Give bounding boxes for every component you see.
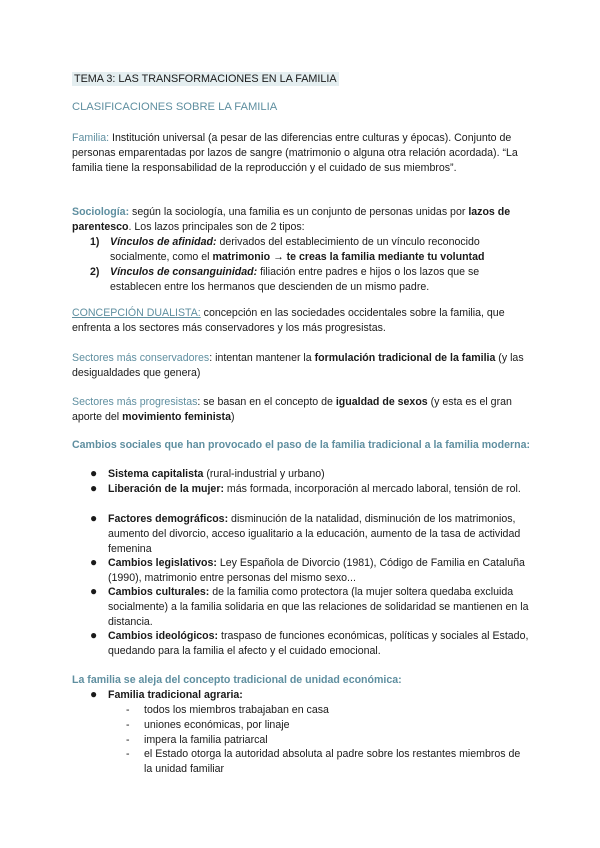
progresistas-paragraph: Sectores más progresistas: se basan en el concepto de igualdad de sexos (y esta es el gran aporte del movimiento feminista) (72, 396, 512, 423)
document-title: TEMA 3: LAS TRANSFORMACIONES EN LA FAMILIA (74, 73, 337, 85)
familia-label: Familia: (72, 132, 110, 144)
concepcion-paragraph: CONCEPCIÓN DUALISTA: concepción en las sociedades occidentales sobre la familia, que enfrenta a los sectores más conservadores y los más progresistas. (72, 307, 505, 334)
familia-paragraph: Familia: Institución universal (a pesar de las diferencias entre culturas y épocas). Conjunto de personas emparentadas por lazos de sangre (matrimonio o alguna otra relación acordada). “La familia tiene la responsabilidad de la reproducción y el cuidado de sus miembros”. (72, 132, 518, 174)
progresistas-label: Sectores más progresistas (72, 396, 198, 408)
section-heading: CLASIFICACIONES SOBRE LA FAMILIA (72, 101, 278, 113)
sociologia-paragraph: Sociología: según la sociología, una familia es un conjunto de personas unidas por lazos de parentesco. Los lazos principales son de 2 tipos: (72, 206, 511, 233)
document-page: TEMA 3: LAS TRANSFORMACIONES EN LA FAMILIA CLASIFICACIONES SOBRE LA FAMILIA Familia: Institución universal (a pesar de las diferencias entre culturas y épocas). Conjunto de personas emparentadas por lazos de sangre (matrimonio o alguna otra relación acordada). “La familia tiene la responsabilidad de la reproducción y el cuidado de sus miembros”. Sociología: según la sociología, una familia es un conjunto de personas unidas por lazos de parentesco. Los lazos principales son de 2 tipos: 1) Vínculos de afinidad: derivados del establecimiento de un vínculo reconocido socialmente, como el matrimonio → te creas la familia mediante tu voluntad 2) Vínculos de consanguinidad: filiación entre padres e hijos o los lazos que se establecen entre los hermanos que descienden de un mismo padre. CONCEPCIÓN DUALISTA: concepción en las sociedades occidentales sobre la familia, que enfrenta a los sectores más conservadores y los más progresistas. Sectores más conservadores: intentan mantener la formulación tradicional de la familia (y las desigualdades que genera) Sectores más progresistas: se basan en el concepto de igualdad de sexos (y esta es el gran aporte del movimiento feminista) Cambios sociales que han provocado el paso de la familia tradicional a la familia moderna: ● Sistema capitalista (rural-industrial y urbano) ● Liberación de la mujer: más formada, incorporación al mercado laboral, tensión de rol. ● Factores demográficos: disminución de la natalidad, disminución de los matrimonios, aumento del divorcio, acceso igualitario a la educación, aumento de la tasa de actividad femenina ● Cambios legislativos: Ley Española de Divorcio (1981), Código de Familia en Cataluña (1990), matrimonio entre personas del mismo sexo... ● Cambios culturales: de la familia como protectora (la mujer soltera quedaba excluida socialmente) a la familia solidaria en que las relaciones de solidaridad se mantienen en la distancia. ● Cambios ideológicos: traspaso de funciones económicas, políticas y sociales al Estado, quedando para la familia el afecto y el cuidado emocional. La familia se aleja del concepto tradicional de unidad económica: ● Familia tradicional agraria: - todos los miembros trabajaban en casa - uniones económicas, por linaje - impera la familia patriarcal - el Estado otorga la autoridad absoluta al padre sobre los restantes miembros de la unidad familiar (72, 73, 531, 775)
sociologia-label: Sociología: (72, 206, 130, 218)
concepcion-label: CONCEPCIÓN DUALISTA: (72, 307, 201, 319)
cambios-heading: Cambios sociales que han provocado el paso de la familia tradicional a la familia moderna: (72, 439, 531, 451)
conservadores-label: Sectores más conservadores (72, 352, 210, 364)
aleja-heading: La familia se aleja del concepto tradicional de unidad económica: (72, 674, 402, 686)
conservadores-paragraph: Sectores más conservadores: intentan mantener la formulación tradicional de la familia (y las desigualdades que genera) (72, 352, 524, 379)
